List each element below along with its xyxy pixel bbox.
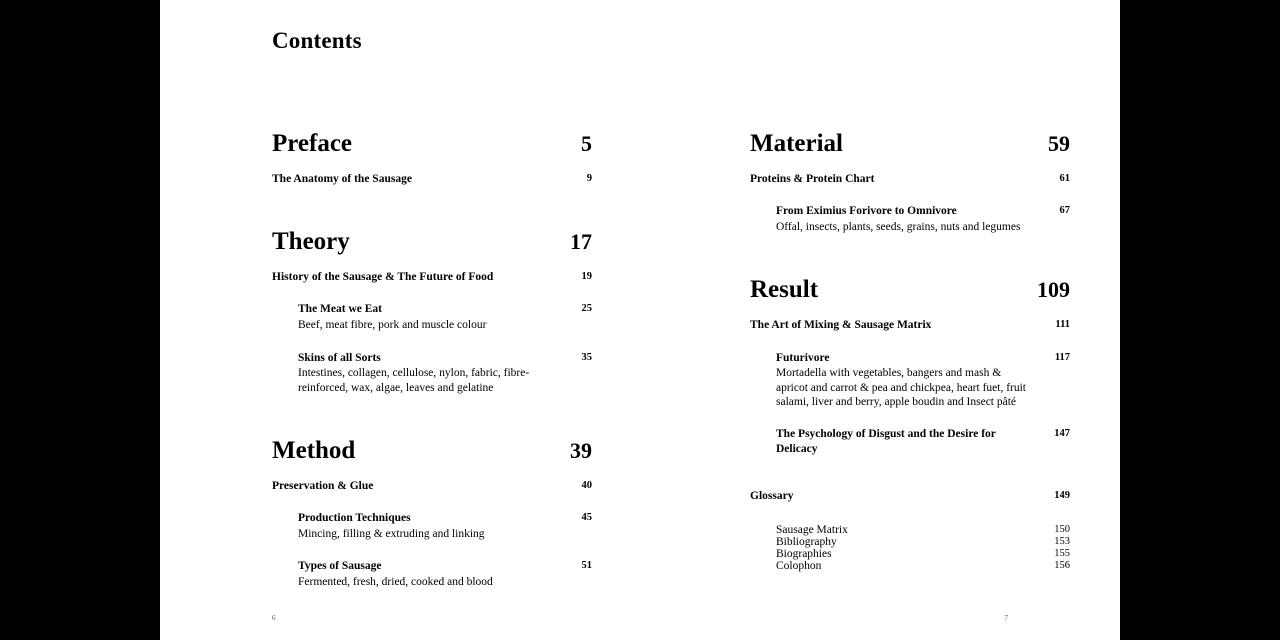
toc-entry[interactable] <box>750 489 1070 504</box>
toc-entry-description: Mortadella with vegetables, bangers and mash & apricot and carrot & pea and chickpea, heart fuet, fruit salami, liver and berry, apple boudin and Insect pâté <box>776 367 1027 408</box>
toc-entry-page: 149 <box>1054 489 1070 501</box>
section-title: Theory <box>272 228 350 256</box>
page-title: Contents <box>272 28 362 53</box>
toc-entry-page: 40 <box>581 479 592 491</box>
toc-entry-page: 117 <box>1054 351 1070 363</box>
toc-entry-title: The Anatomy of the Sausage <box>272 172 412 185</box>
toc-entry-page: 35 <box>581 351 592 363</box>
toc-entry[interactable] <box>750 204 1070 234</box>
toc-entry[interactable] <box>272 172 592 187</box>
toc-entry-text <box>272 172 412 187</box>
toc-entry-description: Beef, meat fibre, pork and muscle colour <box>298 319 487 332</box>
toc-entry[interactable] <box>272 302 592 332</box>
toc-entry-title: The Art of Mixing & Sausage Matrix <box>750 318 932 331</box>
section-page-number: 59 <box>1048 131 1070 156</box>
list-item-label: Biographies <box>776 547 832 560</box>
list-item-label: Sausage Matrix <box>776 523 848 536</box>
toc-section-result <box>750 276 1070 572</box>
section-header[interactable] <box>750 276 1070 304</box>
toc-entry-title: Glossary <box>750 489 794 502</box>
list-item[interactable] <box>776 560 1070 572</box>
toc-entry[interactable] <box>272 511 592 541</box>
section-title: Material <box>750 130 844 157</box>
section-page-number: 39 <box>570 438 592 463</box>
toc-entry-title: Futurivore <box>776 351 830 364</box>
toc-section-material <box>750 130 1070 234</box>
toc-entry-title: The Meat we Eat <box>298 303 382 316</box>
toc-section-preface <box>272 130 592 186</box>
toc-entry-title: Proteins & Protein Chart <box>750 172 875 185</box>
folio-page-number-right: 7 <box>1004 614 1008 622</box>
toc-entry[interactable] <box>750 318 1070 333</box>
list-item-page: 153 <box>1054 535 1070 547</box>
toc-entry[interactable] <box>272 351 592 395</box>
toc-entry-text <box>750 489 793 504</box>
toc-entry-title: Preservation & Glue <box>272 479 374 492</box>
spacer <box>750 234 1070 276</box>
list-item-label: Colophon <box>776 560 822 573</box>
toc-entry-description: Mincing, filling & extruding and linking <box>298 527 485 540</box>
toc-entry-description: Offal, insects, plants, seeds, grains, nuts and legumes <box>776 220 1021 233</box>
toc-entry[interactable] <box>750 351 1070 410</box>
toc-entry-text <box>272 479 373 494</box>
list-item-page: 156 <box>1054 560 1070 572</box>
list-item[interactable] <box>776 548 1070 560</box>
toc-entry-text <box>298 511 485 541</box>
toc-entry-text <box>750 172 874 187</box>
toc-entry-page: 51 <box>581 560 592 572</box>
list-item-label: Bibliography <box>776 535 837 548</box>
toc-entry[interactable] <box>272 559 592 589</box>
section-header[interactable] <box>272 130 592 158</box>
section-title: Preface <box>272 130 353 157</box>
toc-entry-text <box>272 270 493 285</box>
spacer <box>272 395 592 437</box>
toc-section-theory <box>272 228 592 395</box>
toc-entry-description: Fermented, fresh, dried, cooked and blood <box>298 576 493 589</box>
toc-entry-title: From Eximius Forivore to Omnivore <box>776 205 957 218</box>
list-item-page: 155 <box>1054 547 1070 559</box>
book-spread <box>160 0 1120 640</box>
toc-entry-page: 19 <box>581 270 592 282</box>
list-item[interactable] <box>776 524 1070 536</box>
section-page-number: 5 <box>581 131 592 156</box>
section-header[interactable] <box>272 228 592 256</box>
toc-entry-page: 45 <box>581 512 592 524</box>
toc-column-right <box>750 130 1070 572</box>
list-item-page: 150 <box>1054 523 1070 535</box>
toc-entry-text <box>750 318 931 333</box>
toc-entry-title: Production Techniques <box>298 512 411 525</box>
toc-entry[interactable] <box>272 270 592 285</box>
section-title: Result <box>750 276 819 304</box>
toc-entry-description: Intestines, collagen, cellulose, nylon, fabric, fibre-reinforced, wax, algae, leaves and gelatine <box>298 367 530 394</box>
section-header[interactable] <box>750 130 1070 158</box>
list-item[interactable] <box>776 536 1070 548</box>
toc-entry-text <box>776 351 1026 410</box>
page-right <box>640 0 1120 640</box>
toc-entry-title: Skins of all Sorts <box>298 351 381 364</box>
toc-plain-list <box>750 524 1070 573</box>
spacer <box>272 186 592 228</box>
toc-entry-text <box>298 559 493 589</box>
toc-entry[interactable] <box>272 479 592 494</box>
toc-entry-page: 61 <box>1059 172 1070 184</box>
section-page-number: 17 <box>570 229 592 255</box>
toc-section-method <box>272 437 592 589</box>
section-title: Method <box>272 437 356 464</box>
section-header[interactable] <box>272 437 592 465</box>
spacer <box>750 457 1070 475</box>
toc-entry-text <box>298 351 548 395</box>
toc-column-left <box>272 130 592 589</box>
toc-entry-text <box>776 427 1026 456</box>
toc-entry-title: The Psychology of Disgust and the Desire for Delicacy <box>776 428 996 456</box>
page-left <box>160 0 640 640</box>
toc-entry-title: History of the Sausage & The Future of Food <box>272 270 494 283</box>
toc-entry-title: Types of Sausage <box>298 560 382 573</box>
toc-entry-page: 25 <box>581 303 592 315</box>
toc-entry[interactable] <box>750 172 1070 187</box>
section-page-number: 109 <box>1037 277 1070 303</box>
toc-entry-text <box>298 302 486 332</box>
toc-entry-page: 147 <box>1054 428 1070 440</box>
toc-entry-page: 67 <box>1059 205 1070 217</box>
toc-entry-text <box>776 204 1020 234</box>
toc-entry-page: 9 <box>586 172 592 184</box>
folio-page-number-left: 6 <box>272 614 276 622</box>
toc-entry[interactable] <box>750 427 1070 456</box>
toc-entry-page: 111 <box>1055 318 1070 330</box>
